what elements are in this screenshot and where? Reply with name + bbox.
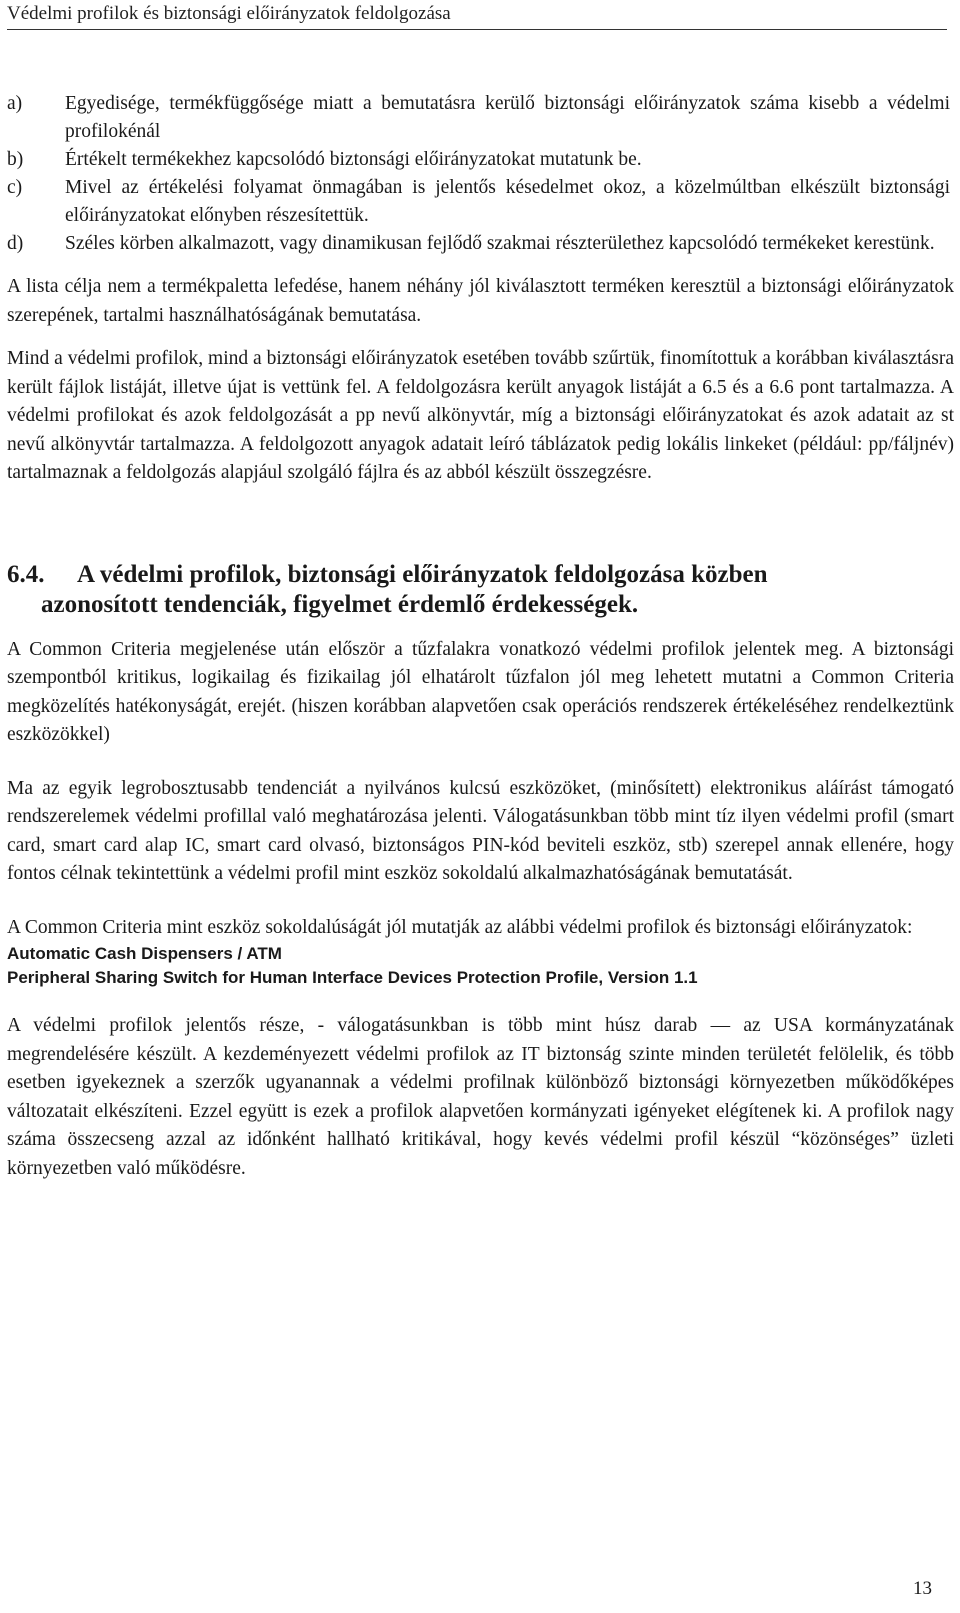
- example-item: Automatic Cash Dispensers / ATM: [7, 944, 282, 963]
- section-title-line-2: azonosított tendenciák, figyelmet érdemlő érdekességek.: [41, 590, 639, 618]
- list-item: [7, 90, 954, 146]
- list-item-text: Mivel az értékelési folyamat önmagában is jelentős késedelmet okoz, a közelmúltban elkészült biztonsági előirányzatokat előnyben részesítettük.: [65, 177, 950, 226]
- list-item-text: Egyedisége, termékfüggősége miatt a bemutatásra kerülő biztonsági előirányzatok száma kisebb a védelmi profilokénál: [65, 93, 950, 142]
- list-item: [7, 174, 954, 230]
- list-marker: c): [7, 177, 23, 198]
- list-marker: a): [7, 93, 23, 114]
- running-header: Védelmi profilok és biztonsági előirányzatok feldolgozása: [7, 2, 947, 30]
- section-number: 6.4.: [7, 560, 45, 588]
- paragraph-list-purpose: A lista célja nem a termékpaletta lefedése, hanem néhány jól kiválasztott terméken keresztül a biztonsági előirányzatok szerepének, tartalmi használhatóságának bemutatása.: [7, 276, 954, 326]
- paragraph-versatility: A Common Criteria mint eszköz sokoldalúságát jól mutatják az alábbi védelmi profilok és biztonsági előirányzatok:: [7, 916, 913, 938]
- page-body: [7, 90, 954, 1183]
- list-item: [7, 146, 954, 174]
- example-item: Peripheral Sharing Switch for Human Interface Devices Protection Profile, Version 1.1: [7, 968, 698, 987]
- paragraph-firewalls: A Common Criteria megjelenése után először a tűzfalakra vonatkozó védelmi profilok jelentek meg. A biztonsági szempontból kritikus, logikailag és fizikailag jól elhatárolt tűzfalon jól meg lehetett mutatni a Common Criteria megközelítés hatékonyságát, erejét. (hiszen korábban alapvetően csak operációs rendszerek értékeléséhez rendelkeztünk eszközökkel): [7, 638, 954, 745]
- list-item-text: Értékelt termékekhez kapcsolódó biztonsági előirányzatokat mutatunk be.: [65, 149, 642, 170]
- page-number: 13: [913, 1578, 932, 1599]
- section-heading: [7, 560, 954, 620]
- paragraph-trends: Ma az egyik legrobosztusabb tendenciát a nyilvános kulcsú eszközöket, (minősített) elektronikus aláírást támogató rendszerelemek védelmi profillal való meghatározása jelenti. Válogatásunkban több mint tíz ilyen védelmi profil (smart card, smart card alap IC, smart card olvasó, biztonságos PIN-kód beviteli eszköz, stb) szerepel annak ellenére, hogy fontos célnak tekintettünk a védelmi profil mint eszköz sokoldalú alkalmazhatóságának bemutatását.: [7, 777, 954, 884]
- list-item: [7, 230, 954, 258]
- list-marker: d): [7, 233, 24, 254]
- paragraph-usa: A védelmi profilok jelentős része, - válogatásunkban is több mint húsz darab — az USA kormányzatának megrendelésére készült. A kezdeményezett védelmi profilok az IT biztonság szinte minden területét felölelik, és több esetben igyekeznek a szerzők ugyanannak a védelmi profilnak különböző biztonsági környezetben működőképes változatait elkészíteni. Ezzel együtt is ezek a profilok alapvetően kormányzati igényeket elégítenek ki. A profilok nagy száma összecseng azzal az időnként hallható kritikával, hogy kevés védelmi profil készül “közönséges” üzleti környezetben való működésre.: [7, 1015, 954, 1179]
- list-item-text: Széles körben alkalmazott, vagy dinamikusan fejlődő szakmai részterülethez kapcsolódó termékeket kerestünk.: [65, 233, 935, 254]
- list-marker: b): [7, 149, 24, 170]
- section-title: [41, 560, 954, 620]
- paragraph-filtering: Mind a védelmi profilok, mind a biztonsági előirányzatok esetében tovább szűrtük, finomítottuk a korábban kiválasztásra került fájlok listáját, illetve újat is vettünk fel. A feldolgozásra került anyagok listáját a 6.5 és a 6.6 pont tartalmazza. A védelmi profilokat és azok feldolgozását a pp nevű alkönyvtár, míg a biztonsági előirányzatokat és azok adatait az st nevű alkönyvtár tartalmazza. A feldolgozott anyagok adatait leíró táblázatok pedig lokális linkeket (például: pp/fáljnév) tartalmaznak a feldolgozás alapjául szolgáló fájlra és az abból készült összegzésre.: [7, 348, 954, 483]
- section-title-line-1: A védelmi profilok, biztonsági előirányzatok feldolgozása közben: [77, 560, 768, 588]
